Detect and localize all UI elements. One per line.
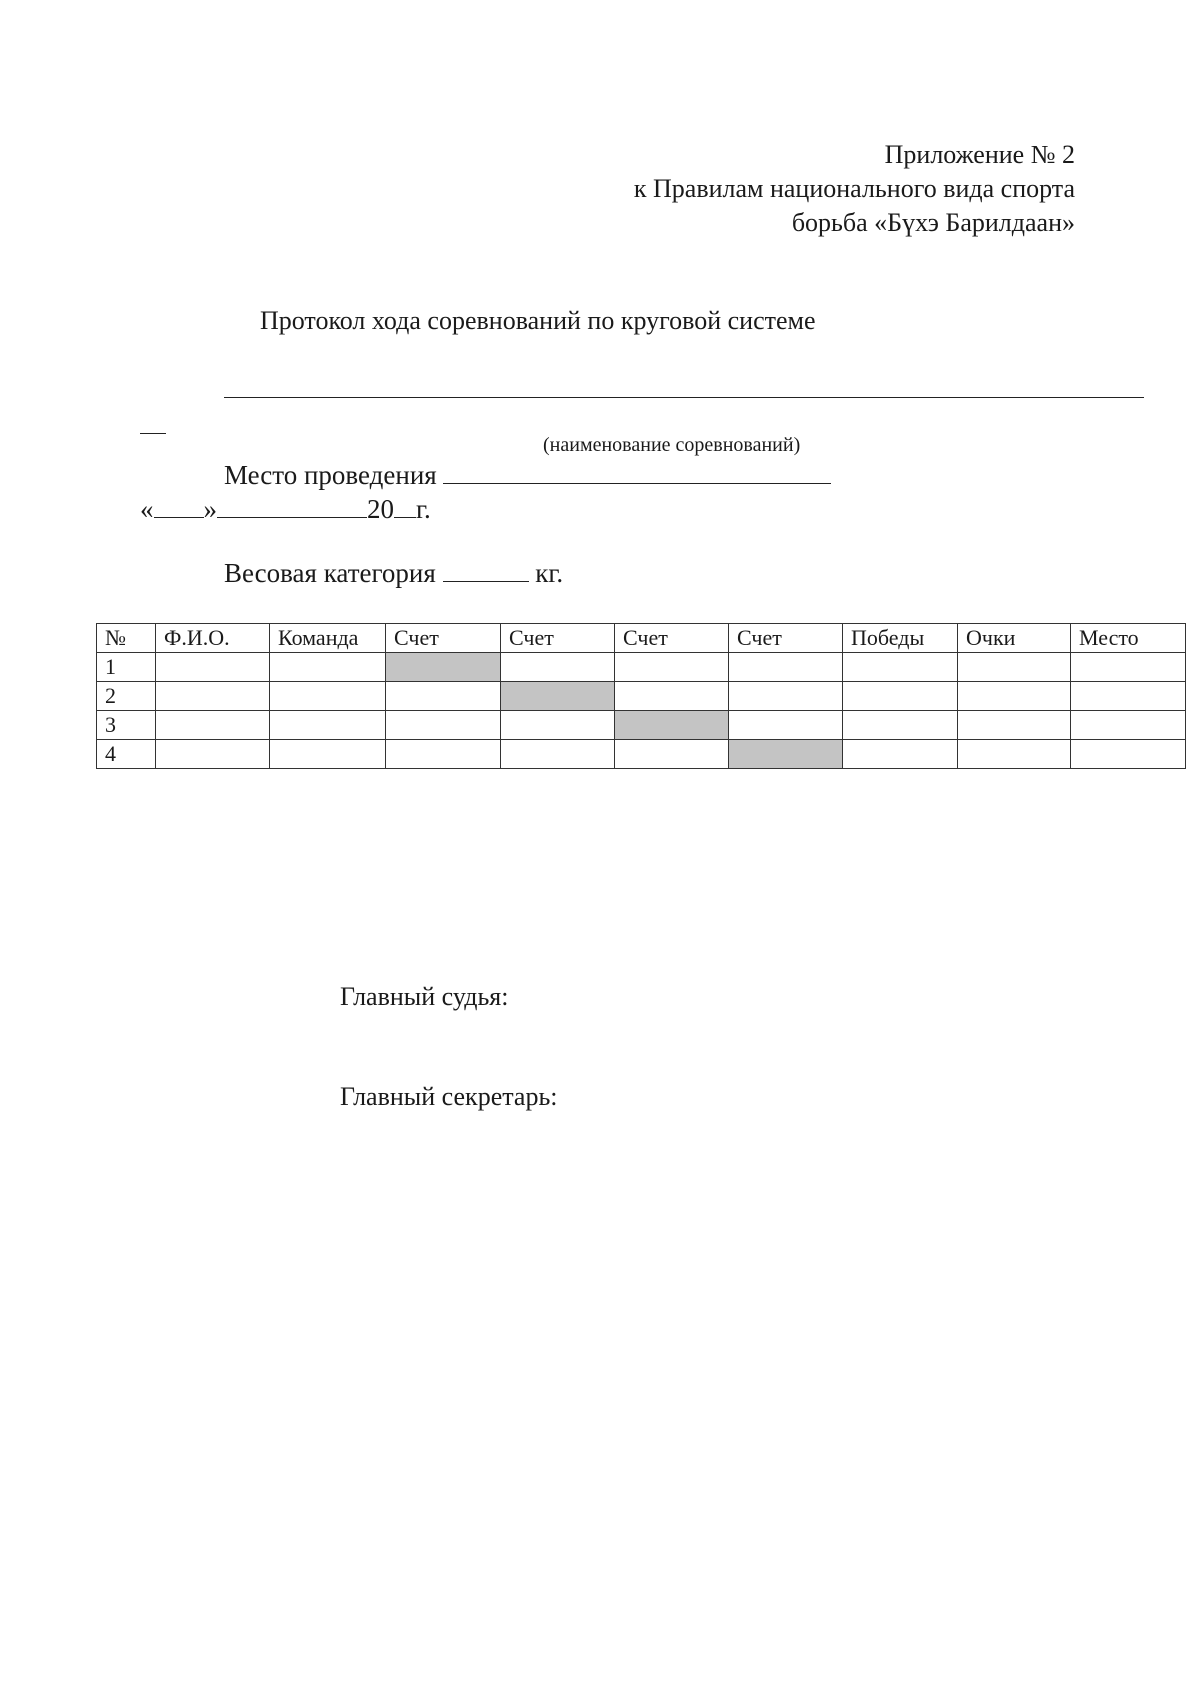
cell-full-name[interactable]	[156, 711, 270, 740]
appendix-number: Приложение № 2	[884, 140, 1075, 169]
header-score-2: Счет	[501, 624, 615, 653]
cell-score-2[interactable]	[501, 711, 615, 740]
header-number: №	[97, 624, 156, 653]
cell-score-1[interactable]	[386, 740, 501, 769]
header-full-name: Ф.И.О.	[156, 624, 270, 653]
cell-score-4[interactable]	[729, 711, 843, 740]
header-team: Команда	[270, 624, 386, 653]
cell-number: 3	[97, 711, 156, 740]
weight-category-label: Весовая категория	[224, 558, 436, 588]
date-close-quote: »	[203, 494, 217, 524]
date-year-field[interactable]	[394, 495, 416, 518]
date-year-suffix: г.	[416, 494, 431, 524]
venue-label: Место проведения	[224, 460, 437, 490]
date-day-field[interactable]	[154, 495, 204, 518]
table-row	[97, 682, 1186, 711]
header-score-1: Счет	[386, 624, 501, 653]
cell-points[interactable]	[958, 682, 1071, 711]
cell-team[interactable]	[270, 711, 386, 740]
header-wins: Победы	[843, 624, 958, 653]
cell-full-name[interactable]	[156, 682, 270, 711]
cell-score-2[interactable]	[501, 653, 615, 682]
chief-secretary-label: Главный секретарь:	[340, 1082, 558, 1111]
appendix-sport-name: борьба «Бүхэ Барилдаан»	[791, 208, 1075, 237]
chief-judge-label: Главный судья:	[340, 982, 509, 1011]
competition-name-caption: (наименование соревнований)	[543, 434, 801, 456]
cell-score-3[interactable]	[615, 740, 729, 769]
cell-place[interactable]	[1071, 711, 1186, 740]
header-score-4: Счет	[729, 624, 843, 653]
header-place: Место	[1071, 624, 1186, 653]
cell-score-2[interactable]	[501, 740, 615, 769]
cell-points[interactable]	[958, 653, 1071, 682]
competition-name-field[interactable]	[224, 397, 1144, 398]
cell-points[interactable]	[958, 711, 1071, 740]
table-row	[97, 740, 1186, 769]
cell-points[interactable]	[958, 740, 1071, 769]
header-points: Очки	[958, 624, 1071, 653]
weight-category-row	[224, 558, 563, 589]
date-open-quote: «	[140, 494, 154, 524]
cell-full-name[interactable]	[156, 740, 270, 769]
cell-wins[interactable]	[843, 653, 958, 682]
document-title: Протокол хода соревнований по круговой системе	[260, 306, 816, 335]
cell-place[interactable]	[1071, 682, 1186, 711]
cell-wins[interactable]	[843, 740, 958, 769]
name-line-continuation	[140, 433, 166, 434]
appendix-header	[634, 138, 1075, 240]
cell-number: 1	[97, 653, 156, 682]
cell-place[interactable]	[1071, 740, 1186, 769]
round-robin-table	[96, 623, 1186, 769]
cell-score-3[interactable]	[615, 653, 729, 682]
table-row	[97, 711, 1186, 740]
cell-shaded-self-match	[501, 682, 615, 711]
cell-number: 2	[97, 682, 156, 711]
cell-score-1[interactable]	[386, 711, 501, 740]
table-row	[97, 653, 1186, 682]
cell-score-3[interactable]	[615, 682, 729, 711]
cell-wins[interactable]	[843, 711, 958, 740]
venue-field[interactable]	[443, 461, 831, 484]
cell-wins[interactable]	[843, 682, 958, 711]
cell-shaded-self-match	[729, 740, 843, 769]
date-row	[140, 494, 431, 525]
cell-shaded-self-match	[615, 711, 729, 740]
header-score-3: Счет	[615, 624, 729, 653]
cell-full-name[interactable]	[156, 653, 270, 682]
cell-score-4[interactable]	[729, 682, 843, 711]
date-year-prefix: 20	[367, 494, 394, 524]
cell-number: 4	[97, 740, 156, 769]
cell-score-4[interactable]	[729, 653, 843, 682]
cell-team[interactable]	[270, 682, 386, 711]
cell-shaded-self-match	[386, 653, 501, 682]
weight-category-unit: кг.	[535, 558, 564, 588]
date-month-field[interactable]	[217, 495, 367, 518]
cell-team[interactable]	[270, 653, 386, 682]
appendix-rules-ref: к Правилам национального вида спорта	[633, 174, 1075, 203]
weight-category-field[interactable]	[443, 559, 529, 582]
cell-place[interactable]	[1071, 653, 1186, 682]
cell-team[interactable]	[270, 740, 386, 769]
venue-row	[224, 460, 831, 491]
table-header-row	[97, 624, 1186, 653]
cell-score-1[interactable]	[386, 682, 501, 711]
